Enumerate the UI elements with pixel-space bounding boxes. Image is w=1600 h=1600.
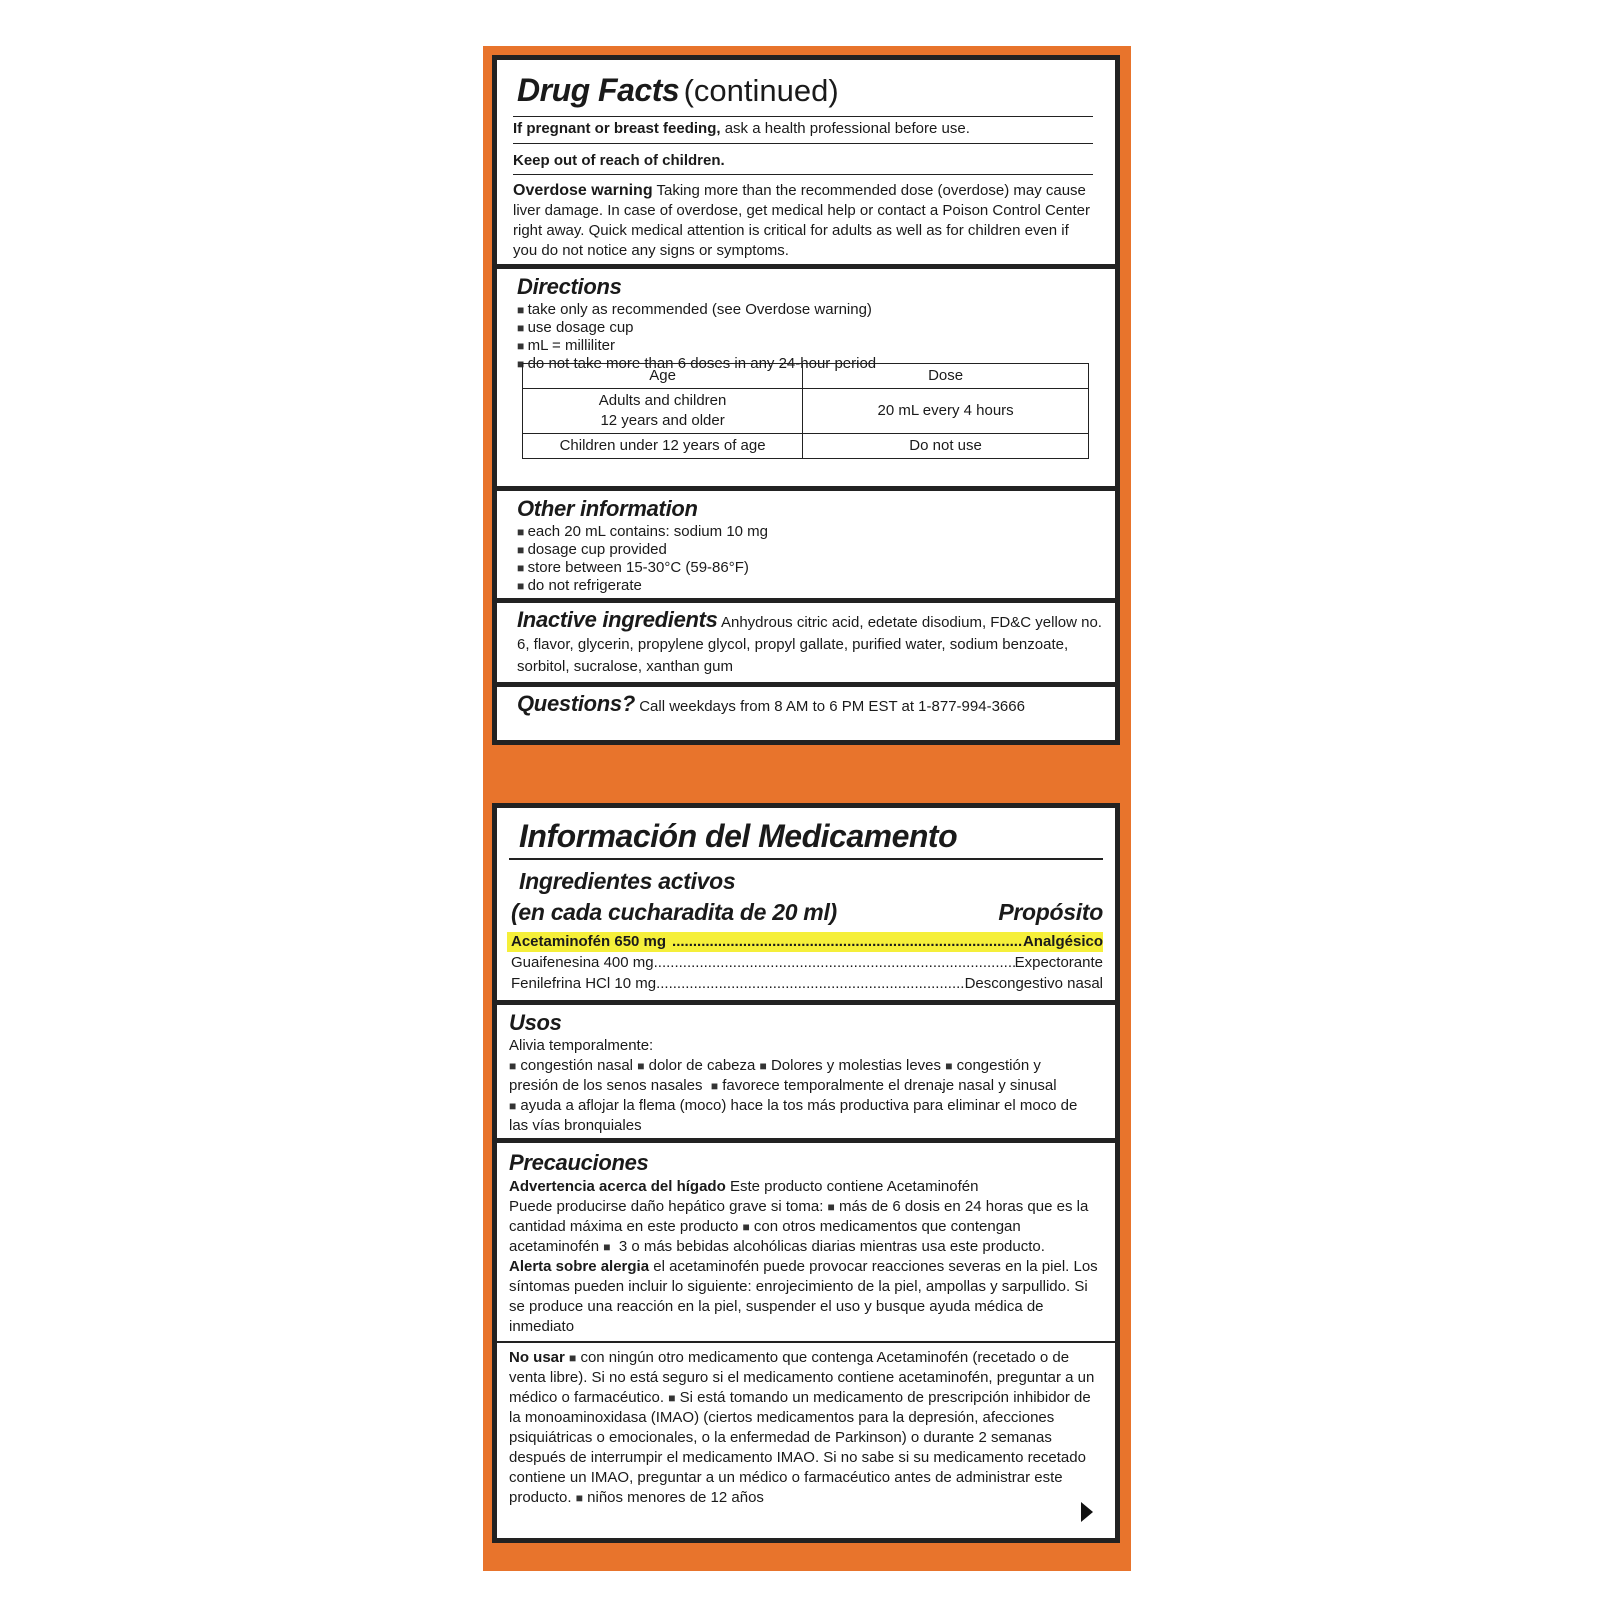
keep-out-warning: Keep out of reach of children. [513, 152, 725, 169]
dosage-table [522, 363, 1089, 459]
table-row [523, 389, 1089, 434]
active-ingredients-subheading: (en cada cucharadita de 20 ml) [511, 899, 837, 925]
table-header-dose: Dose [803, 364, 1089, 389]
list-item: ■ do not refrigerate [517, 577, 768, 595]
precauciones-text: Advertencia acerca del hígado Este producto contiene Acetaminofén Puede producirse daño hepático grave si toma: ■ más de 6 dosis en 24 horas que es la cantidad máxima en este producto ■ con otros medicamentos que contengan acetaminofén ■ 3 o más bebidas alcohólicas diarias mientras usa este producto. Alerta sobre alergia el acetaminofén puede provocar reacciones severas en la piel. Los síntomas pueden incluir lo siguiente: enrojecimiento de la piel, ampollas y sarpullido. Si se produce una reacción en la piel, suspender el uso y busque ayuda médica de inmediato [509, 1178, 1098, 1335]
list-item: ■ use dosage cup [517, 319, 876, 337]
questions-section: Questions? Call weekdays from 8 AM to 6 PM EST at 1-877-994-3666 [517, 691, 1025, 716]
other-info-heading: Other information [517, 496, 698, 521]
purpose-heading: Propósito [998, 899, 1103, 925]
table-cell: 20 mL every 4 hours [803, 389, 1089, 434]
carton-background [483, 46, 1131, 1571]
usos-text: Alivia temporalmente: ■ congestión nasal ■ dolor de cabeza ■ Dolores y molestias leves ■ congestión y presión de los senos nasales ■ favorece temporalmente el drenaje nasal y sinusal ■ ayuda a aflojar la flema (moco) hace la tos más productiva para eliminar el moco de las vías bronquiales [509, 1037, 1078, 1134]
inactive-ingredients: Inactive ingredients Anhydrous citric acid, edetate disodium, FD&C yellow no. 6, flavor, glycerin, propylene glycol, propyl gallate, purified water, sodium benzoate, sorbitol, sucralose, xanthan gum [517, 607, 1102, 675]
list-item: ■ each 20 mL contains: sodium 10 mg [517, 523, 768, 541]
table-header-age: Age [523, 364, 803, 389]
list-item: ■ store between 15-30°C (59-86°F) [517, 559, 768, 577]
table-row [523, 364, 1089, 389]
list-item: ■ do not take more than 6 doses in any 24-hour period [517, 355, 876, 373]
table-cell: Do not use [803, 434, 1089, 459]
directions-heading: Directions [517, 274, 622, 299]
list-item: ■ dosage cup provided [517, 541, 768, 559]
other-info-list [517, 523, 768, 595]
drug-facts-panel [492, 55, 1120, 745]
pregnant-warning: If pregnant or breast feeding, ask a health professional before use. [513, 120, 970, 137]
table-cell: Adults and children 12 years and older [523, 389, 803, 434]
table-row [523, 434, 1089, 459]
list-item: ■ mL = milliliter [517, 337, 876, 355]
table-cell: Children under 12 years of age [523, 434, 803, 459]
precauciones-heading: Precauciones [509, 1150, 649, 1175]
no-usar-text: No usar ■ con ningún otro medicamento que contenga Acetaminofén (recetado o de venta libre). Si no está seguro si el medicamento contiene acetaminofén, preguntar a un médico o farmacéutico. ■ Si está tomando un medicamento de prescripción inhibidor de la monoaminoxidasa (IMAO) (ciertos medicamentos para la depresión, afecciones psiquiátricas o emocionales, o la enfermedad de Parkinson) o durante 2 semanas después de interrumpir el medicamento IMAO. Si no sabe si su medicamento recetado contiene un IMAO, preguntar a un médico o farmacéutico antes de administrar este producto. ■ niños menores de 12 años [509, 1349, 1095, 1506]
ingredient-row-highlighted: Acetaminofén 650 mg ..... Analgésico [507, 932, 1103, 952]
spanish-drug-facts-panel [492, 803, 1120, 1543]
ingredient-row: Guaifenesina 400 mg ..... Expectorante [511, 953, 1103, 973]
continue-arrow-icon [1081, 1502, 1093, 1522]
drug-facts-title: Drug Facts (continued) [517, 72, 839, 108]
usos-heading: Usos [509, 1010, 562, 1035]
overdose-warning: Overdose warning Taking more than the recommended dose (overdose) may cause liver damage. In case of overdose, get medical help or contact a Poison Control Center right away. Quick medical attention is critical for adults as well as for children even if you do not notice any signs or symptoms. [513, 182, 1090, 259]
list-item: ■ take only as recommended (see Overdose warning) [517, 301, 876, 319]
ingredient-row: Fenilefrina HCl 10 mg ..... Descongestivo nasal [511, 974, 1103, 994]
active-ingredients-heading: Ingredientes activos [519, 868, 736, 894]
spanish-title: Información del Medicamento [519, 818, 958, 854]
